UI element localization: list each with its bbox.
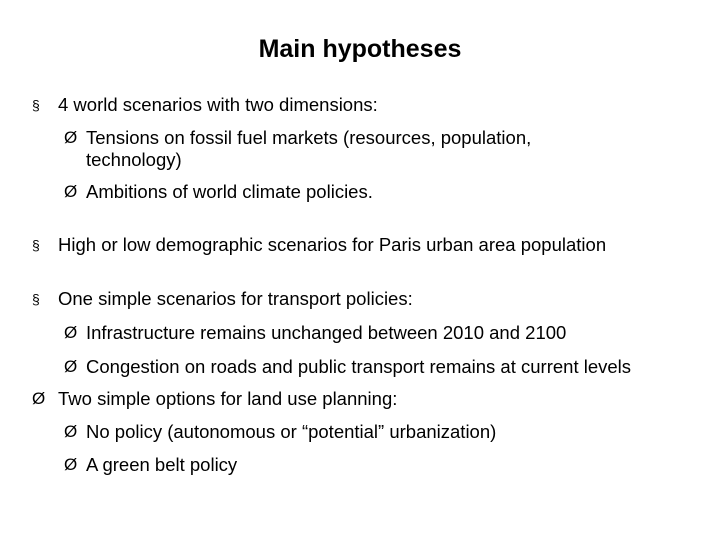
arrow-bullet-icon: Ø — [32, 389, 46, 408]
bullet-text: A green belt policy — [86, 454, 238, 475]
sub-bullet-item — [32, 322, 702, 344]
bullet-text: High or low demographic scenarios for Paris urban area population — [58, 234, 607, 255]
bullet-text: One simple scenarios for transport policies: — [58, 288, 413, 309]
sub-bullet-item — [32, 127, 702, 171]
slide-content — [32, 94, 702, 476]
bullet-text: 4 world scenarios with two dimensions: — [58, 94, 378, 115]
arrow-item — [32, 388, 702, 410]
bullet-text: Two simple options for land use planning: — [58, 388, 398, 409]
square-bullet-icon: § — [32, 237, 40, 253]
square-bullet-icon: § — [32, 97, 40, 113]
sub-bullet-item — [32, 454, 702, 476]
bullet-item — [32, 234, 702, 256]
bullet-text: Infrastructure remains unchanged between 2010 and 2100 — [86, 322, 567, 343]
arrow-bullet-icon: Ø — [64, 357, 78, 376]
arrow-bullet-icon: Ø — [64, 128, 78, 147]
arrow-bullet-icon: Ø — [64, 323, 78, 342]
bullet-text: Tensions on fossil fuel markets (resources, population, technology) — [86, 127, 532, 170]
square-bullet-icon: § — [32, 291, 40, 307]
arrow-bullet-icon: Ø — [64, 182, 78, 201]
arrow-bullet-icon: Ø — [64, 422, 78, 441]
sub-bullet-item — [32, 356, 702, 378]
bullet-text: No policy (autonomous or “potential” urbanization) — [86, 421, 497, 442]
sub-bullet-item — [32, 421, 702, 443]
bullet-item — [32, 94, 702, 116]
arrow-bullet-icon: Ø — [64, 455, 78, 474]
slide-title: Main hypotheses — [258, 35, 462, 63]
bullet-text: Ambitions of world climate policies. — [86, 181, 373, 202]
bullet-item — [32, 288, 702, 310]
bullet-text: Congestion on roads and public transport remains at current levels — [86, 356, 632, 377]
sub-bullet-item — [32, 181, 702, 203]
